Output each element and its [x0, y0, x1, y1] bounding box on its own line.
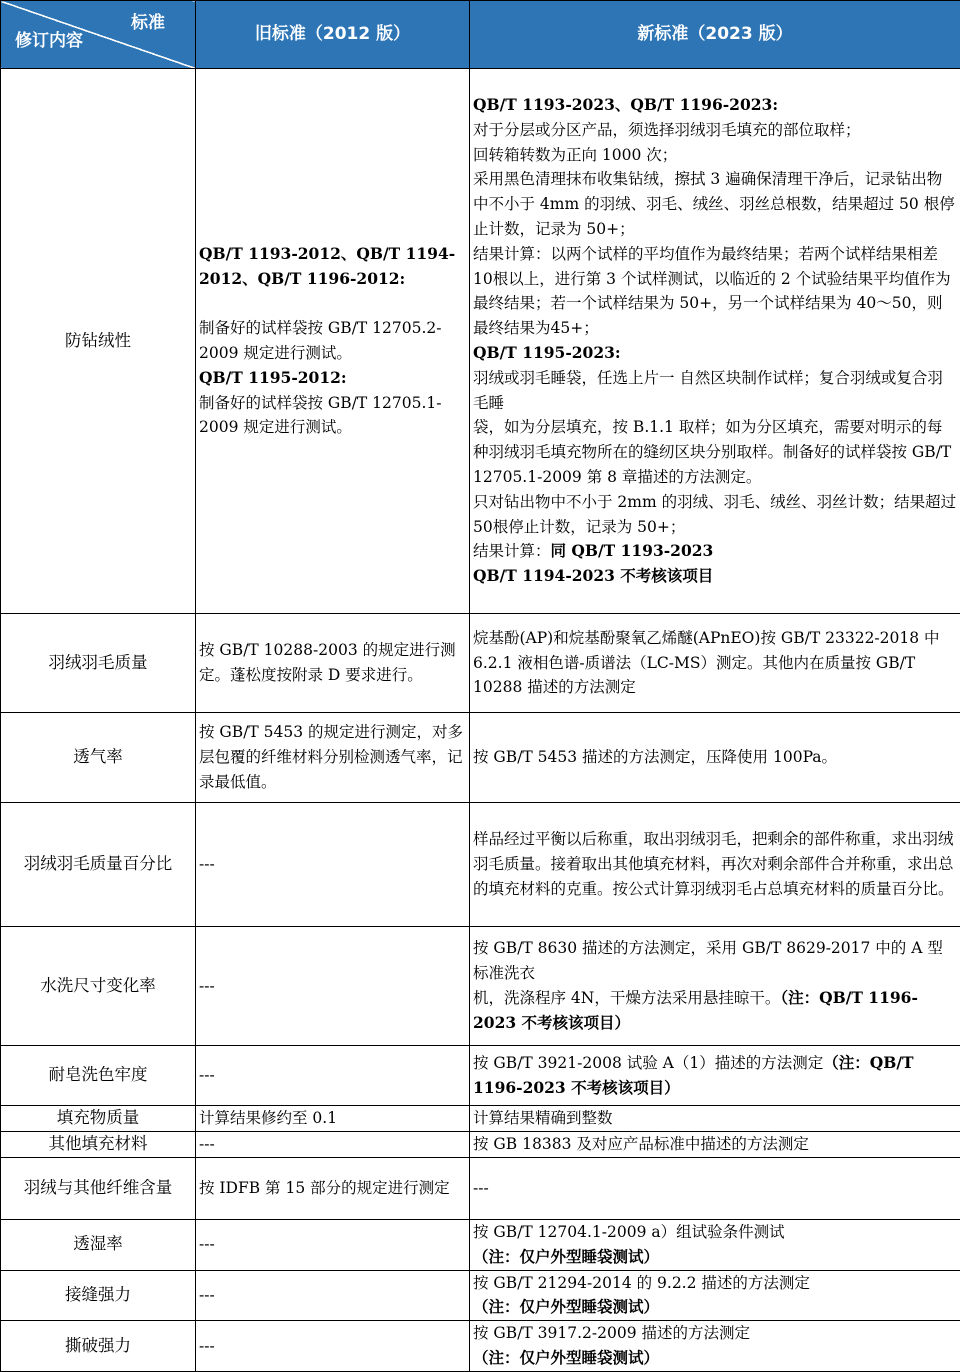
- cell-line-text: ---: [199, 1337, 215, 1355]
- new-standard-cell: [470, 69, 960, 614]
- cell-line-text: 机，洗涤程序 4N，干燥方法采用悬挂晾干。: [473, 989, 780, 1007]
- table-row: [1, 614, 960, 713]
- new-standard-cell: [470, 1106, 960, 1132]
- cell-line: [473, 415, 957, 489]
- table-row: [1, 69, 960, 614]
- cell-line: [199, 1106, 466, 1131]
- cell-line-text: 羽绒或羽毛睡袋，任选上片一 自然区块制作试样；复合羽绒或复合羽毛睡: [473, 369, 943, 412]
- cell-line-head: 结果计算：: [473, 542, 551, 560]
- cell-line: [473, 242, 957, 341]
- cell-line: [473, 118, 957, 143]
- cell-line: [199, 974, 466, 999]
- table-row: [1, 1106, 960, 1132]
- cell-line: [473, 1346, 957, 1371]
- cell-line: [199, 720, 466, 794]
- cell-line-text: 计算结果修约至 0.1: [199, 1109, 337, 1127]
- cell-line: [199, 1132, 466, 1157]
- cell-line: [199, 1176, 466, 1201]
- cell-line: [199, 638, 466, 688]
- cell-line: [473, 1106, 957, 1131]
- cell-line-text: 样品经过平衡以后称重，取出羽绒羽毛，把剩余的部件称重，求出羽绒羽毛质量。接着取出其他填充材料，再次对剩余部件合并称重，求出总的填充材料的克重。按公式计算羽绒羽毛占总填充材料的质量百分比。: [473, 830, 954, 898]
- table-row: [1, 1321, 960, 1372]
- header-old-standard: 旧标准（2012 版）: [196, 1, 470, 69]
- cell-line: [473, 366, 957, 416]
- old-standard-cell: [196, 1132, 470, 1158]
- cell-line-text: 采用黑色清理抹布收集钻绒，擦拭 3 遍确保清理干净后，记录钻出物中不小于 4mm 的羽绒、羽毛、绒丝、羽丝总根数，结果超过 50 根停止计数，记录为 50+；: [473, 170, 955, 238]
- cell-line: [473, 167, 957, 241]
- cell-line: [473, 143, 957, 168]
- cell-line-text: 按 GB 18383 及对应产品标准中描述的方法测定: [473, 1135, 809, 1153]
- revision-item-name: 水洗尺寸变化率: [1, 927, 196, 1046]
- cell-line-text: 制备好的试样袋按 GB/T 12705.2-2009 规定进行测试。: [199, 319, 442, 362]
- old-standard-cell: [196, 803, 470, 927]
- cell-line: [199, 1232, 466, 1257]
- cell-line: [473, 1176, 957, 1201]
- revision-item-name: 羽绒与其他纤维含量: [1, 1158, 196, 1220]
- cell-line-text: 按 GB/T 5453 描述的方法测定，压降使用 100Pa。: [473, 748, 837, 766]
- old-standard-cell: [196, 927, 470, 1046]
- blank-line: [199, 291, 466, 316]
- cell-line: [199, 391, 466, 441]
- cell-line-text: ---: [473, 1179, 489, 1197]
- revision-item-name: 接缝强力: [1, 1270, 196, 1321]
- cell-line-text: 制备好的试样袋按 GB/T 12705.1-2009 规定进行测试。: [199, 394, 442, 437]
- cell-line: [473, 1220, 957, 1245]
- old-standard-cell: [196, 1270, 470, 1321]
- cell-line-text: 按 GB/T 12704.1-2009 a）组试验条件测试: [473, 1223, 785, 1241]
- revision-item-name: 其他填充材料: [1, 1132, 196, 1158]
- cell-line: [199, 316, 466, 366]
- cell-line-text: 回转箱转数为正向 1000 次；: [473, 146, 677, 164]
- new-standard-cell: [470, 1132, 960, 1158]
- old-standard-cell: [196, 1106, 470, 1132]
- cell-line-text: （注：仅户外型睡袋测试）: [473, 1247, 659, 1266]
- header-corner: [1, 1, 196, 69]
- old-standard-cell: [196, 69, 470, 614]
- new-standard-cell: [470, 1321, 960, 1372]
- cell-line-text: 袋，如为分层填充，按 B.1.1 取样；如为分区填充，需要对明示的每种羽绒羽毛填充物所在的缝纫区块分别取样。制备好的试样袋按 GB/T 12705.1-2009 第 8 章描述的方法测定。: [473, 418, 951, 486]
- cell-line-text: ---: [199, 977, 215, 995]
- cell-line: [473, 539, 957, 564]
- revision-item-name: 耐皂洗色牢度: [1, 1046, 196, 1106]
- cell-line-text: QB/T 1193-2023、QB/T 1196-2023:: [473, 95, 778, 114]
- cell-line: [473, 1321, 957, 1346]
- header-corner-revision: 修订内容: [15, 29, 83, 54]
- revision-item-name: 透气率: [1, 713, 196, 803]
- header-corner-standard: 标准: [131, 11, 165, 36]
- revision-item-name: 羽绒羽毛质量百分比: [1, 803, 196, 927]
- cell-line: [199, 852, 466, 877]
- cell-line-text: 按 GB/T 5453 的规定进行测定，对多层包覆的纤维材料分别检测透气率，记录最低值。: [199, 723, 463, 791]
- header-new-standard: 新标准（2023 版）: [470, 1, 960, 69]
- revision-item-name: 撕破强力: [1, 1321, 196, 1372]
- cell-line-text: ---: [199, 1235, 215, 1253]
- cell-line-text: 结果计算：以两个试样的平均值作为最终结果；若两个试样结果相差 10根以上，进行第 3 个试样测试，以临近的 2 个试验结果平均值作为最终结果；若一个试样结果为 50+，另一个试样结果为 40～50，则最终结果为45+；: [473, 245, 951, 337]
- cell-line: [473, 1295, 957, 1320]
- new-standard-cell: [470, 1158, 960, 1220]
- table-row: [1, 1158, 960, 1220]
- cell-line-text: 烷基酚(AP)和烷基酚聚氧乙烯醚(APnEO)按 GB/T 23322-2018 中 6.2.1 液相色谱-质谱法（LC-MS）测定。其他内在质量按 GB/T 10288 描述的方法测定: [473, 629, 940, 697]
- old-standard-cell: [196, 1220, 470, 1271]
- old-standard-cell: [196, 1158, 470, 1220]
- cell-line: [473, 626, 957, 700]
- cell-line: [473, 1051, 957, 1101]
- new-standard-cell: [470, 614, 960, 713]
- cell-line: [473, 564, 957, 589]
- cell-line-text: ---: [199, 1066, 215, 1084]
- old-standard-cell: [196, 713, 470, 803]
- cell-line-text: ---: [199, 855, 215, 873]
- cell-line: [199, 242, 466, 292]
- revision-item-name: 羽绒羽毛质量: [1, 614, 196, 713]
- table-row: [1, 1220, 960, 1271]
- cell-line: [473, 1245, 957, 1270]
- table-row: [1, 927, 960, 1046]
- cell-line: [473, 827, 957, 901]
- cell-line: [473, 936, 957, 986]
- cell-line-text: ---: [199, 1286, 215, 1304]
- cell-line-text: 按 GB/T 21294-2014 的 9.2.2 描述的方法测定: [473, 1274, 810, 1292]
- cell-line-text: 按 GB/T 10288-2003 的规定进行测定。蓬松度按附录 D 要求进行。: [199, 641, 456, 684]
- cell-line-text: 按 GB/T 3917.2-2009 描述的方法测定: [473, 1324, 750, 1342]
- cell-line: [199, 1283, 466, 1308]
- cell-line: [473, 93, 957, 118]
- revision-item-name: 填充物质量: [1, 1106, 196, 1132]
- cell-note: （注：QB/T 1196-2023 不考核该项目）: [473, 1053, 914, 1097]
- new-standard-cell: [470, 1046, 960, 1106]
- cell-line: [199, 1334, 466, 1359]
- cell-line: [473, 986, 957, 1036]
- cell-line: [473, 490, 957, 540]
- table-row: [1, 1132, 960, 1158]
- revision-item-name: 防钻绒性: [1, 69, 196, 614]
- revision-item-name: 透湿率: [1, 1220, 196, 1271]
- new-standard-cell: [470, 927, 960, 1046]
- cell-line: [473, 1271, 957, 1296]
- cell-line-text: QB/T 1193-2012、QB/T 1194-2012、QB/T 1196-2012:: [199, 244, 455, 288]
- cell-line-text: QB/T 1195-2023:: [473, 343, 621, 362]
- cell-note: （注：QB/T 1196-2023 不考核该项目）: [473, 988, 918, 1032]
- table-row: [1, 713, 960, 803]
- cell-line: [473, 745, 957, 770]
- header-row: [1, 1, 960, 69]
- cell-line-bold: 同 QB/T 1193-2023: [551, 541, 714, 560]
- cell-line-text: 计算结果精确到整数: [473, 1109, 613, 1127]
- table-row: [1, 803, 960, 927]
- table-row: [1, 1046, 960, 1106]
- cell-line: [473, 1132, 957, 1157]
- cell-line-text: QB/T 1194-2023 不考核该项目: [473, 566, 713, 585]
- table-row: [1, 1270, 960, 1321]
- new-standard-cell: [470, 803, 960, 927]
- cell-line-text: （注：仅户外型睡袋测试）: [473, 1348, 659, 1367]
- cell-line-text: 对于分层或分区产品，须选择羽绒羽毛填充的部位取样；: [473, 121, 861, 139]
- new-standard-cell: [470, 1270, 960, 1321]
- cell-line: [199, 366, 466, 391]
- new-standard-cell: [470, 713, 960, 803]
- old-standard-cell: [196, 1046, 470, 1106]
- cell-line-text: 按 GB/T 8630 描述的方法测定，采用 GB/T 8629-2017 中的 A 型标准洗衣: [473, 939, 943, 982]
- cell-line: [473, 341, 957, 366]
- cell-line-text: ---: [199, 1135, 215, 1153]
- old-standard-cell: [196, 1321, 470, 1372]
- cell-line-text: （注：仅户外型睡袋测试）: [473, 1297, 659, 1316]
- cell-line-text: 按 GB/T 3921-2008 试验 A（1）描述的方法测定: [473, 1054, 823, 1072]
- old-standard-cell: [196, 614, 470, 713]
- cell-line: [199, 1063, 466, 1088]
- cell-line-text: QB/T 1195-2012:: [199, 368, 347, 387]
- cell-line-text: 只对钻出物中不小于 2mm 的羽绒、羽毛、绒丝、羽丝计数；结果超过 50根停止计数，记录为 50+；: [473, 493, 956, 536]
- cell-line-text: 按 IDFB 第 15 部分的规定进行测定: [199, 1179, 450, 1197]
- new-standard-cell: [470, 1220, 960, 1271]
